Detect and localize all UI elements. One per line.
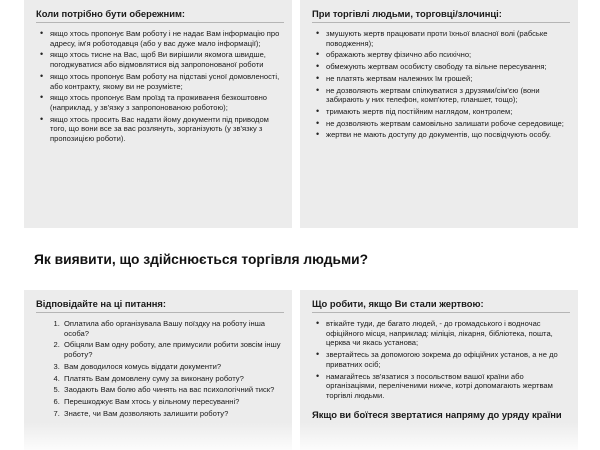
victim-box-subtitle: Якщо ви боїтеся звертатися напряму до уряду країни (312, 408, 562, 420)
section-heading: Як виявити, що здійснюється торгівля людьми? (34, 252, 369, 267)
traffickers-list (308, 29, 570, 140)
questions-box (24, 290, 292, 450)
list-item: 3. Вам доводилося комусь віддати документи? (62, 362, 284, 372)
list-item: • змушують жертв працювати проти їхньої власної волі (рабське поводження); (326, 29, 570, 48)
list-item: 4. Платять Вам домовлену суму за виконану роботу? (62, 374, 284, 384)
victim-box-title: Що робити, якщо Ви стали жертвою: (312, 298, 570, 313)
warning-box-title: Коли потрібно бути обережним: (36, 8, 284, 23)
warning-box (24, 0, 292, 228)
list-item: • якщо хтось просить Вас надати йому документи під приводом того, що вони все за вас розлянуть, зорганізують (у зв'язку з пропозицією роботи). (50, 115, 284, 144)
list-item: • якщо хтось пропонує Вам роботу на підставі усної домовленості, або контракту, якому ви не розумієте; (50, 72, 284, 91)
list-item: • якщо хтось пропонує Вам роботу і не надає Вам інформацію про адресу, ім'я роботодавця (або у вас дуже мало інформації); (50, 29, 284, 48)
warning-list (32, 29, 284, 144)
list-item: • тримають жертв під постійним наглядом, контролем; (326, 107, 570, 117)
list-item: • якщо хтось пропонує Вам проїзд та проживання безкоштовно (наприклад, у зв'язку з запропонованою роботою); (50, 93, 284, 112)
traffickers-box-title: При торгівлі людьми, торговці/злочинці: (312, 8, 570, 23)
list-item: 7. Знаєте, чи Вам дозволяють залишити роботу? (62, 409, 284, 419)
list-item: • не платять жертвам належних їм грошей; (326, 74, 570, 84)
victim-box (300, 290, 578, 450)
list-item: • намагайтесь зв'язатися з посольством вашої країни або організаціями, переліченими нижче, котрі допомагають жертвам торгівлі людьми. (326, 372, 570, 401)
list-item: 6. Перешкоджує Вам хтось у вільному пересуванні? (62, 397, 284, 407)
traffickers-box (300, 0, 578, 228)
list-item: 1. Оплатила або організувала Вашу поїздку на роботу інша особа? (62, 319, 284, 338)
questions-list (32, 319, 284, 418)
list-item: 2. Обіцяли Вам одну роботу, але примусили робити зовсім іншу роботу? (62, 340, 284, 359)
list-item: • ображають жертву фізично або психічно; (326, 50, 570, 60)
list-item: • втікайте туди, де багато людей, - до громадського і водночас офіційного місця, наприклад: міліція, лікарня, бібліотека, пошта, церква чи якась установа; (326, 319, 570, 348)
questions-box-title: Відповідайте на ці питання: (36, 298, 284, 313)
list-item: • не дозволяють жертвам спілкуватися з друзями/сім'єю (вони забирають у них телефон, комп'ютер, планшет, тощо); (326, 86, 570, 105)
list-item: • звертайтесь за допомогою зокрема до офіційних установ, а не до приватних осіб; (326, 350, 570, 369)
list-item: • обмежують жертвам особисту свободу та вільне пересування; (326, 62, 570, 72)
list-item: • не дозволяють жертвам самовільно залишати робоче середовище; (326, 119, 570, 129)
list-item: • якщо хтось тисне на Вас, щоб Ви вирішили якомога швидше, погоджуватися або відмовлятися від запропонованої роботи (50, 50, 284, 69)
list-item: • жертви не мають доступу до документів, що посвідчують особу. (326, 130, 570, 140)
victim-list (308, 319, 570, 401)
list-item: 5. Заодають Вам болю або чинять на вас психологічний тиск? (62, 385, 284, 395)
